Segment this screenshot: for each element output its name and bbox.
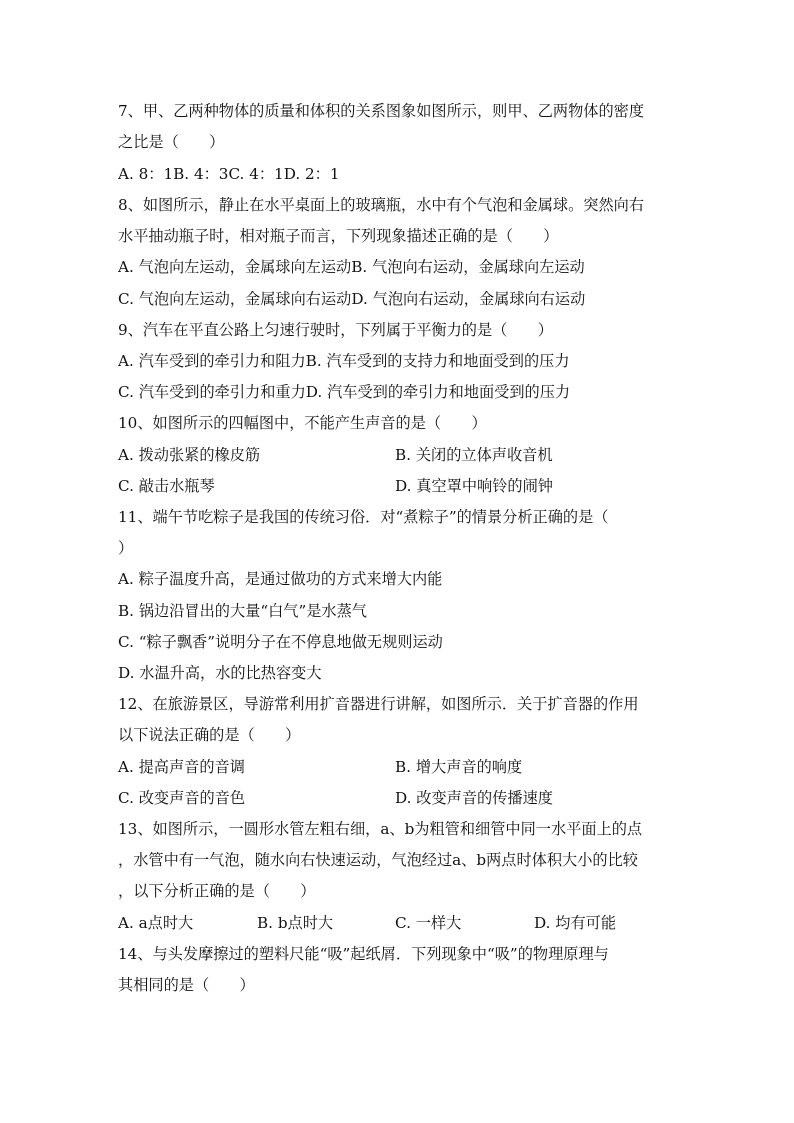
q8-stem-line-1: 8、如图所示，静止在水平桌面上的玻璃瓶，水中有个气泡和金属球。突然向右: [118, 196, 645, 214]
q11-option-d: D. 水温升高，水的比热容变大: [118, 664, 322, 682]
q13-stem-line-1: 13、如图所示，一圆形水管左粗右细，a、b为粗管和细管中同一水平面上的点: [118, 820, 643, 838]
q11-option-c: C. “粽子飘香”说明分子在不停息地做无规则运动: [118, 633, 443, 651]
q12-option-b: B. 增大声音的响度: [395, 758, 523, 776]
q9-options-cd: C. 汽车受到的牵引力和重力D. 汽车受到的牵引力和地面受到的压力: [118, 383, 571, 401]
q10-stem: 10、如图所示的四幅图中，不能产生声音的是（ ）: [118, 414, 487, 432]
q12-option-a: A. 提高声音的音调: [118, 758, 245, 776]
q11-stem-line-1: 11、端午节吃粽子是我国的传统习俗．对“煮粽子”的情景分析正确的是（: [118, 508, 609, 526]
q12-stem-line-1: 12、在旅游景区，导游常利用扩音器进行讲解，如图所示．关于扩音器的作用: [118, 695, 639, 713]
q7-options: A. 8：1B. 4：3C. 4：1D. 2：1: [118, 165, 340, 183]
q11-option-a: A. 粽子温度升高，是通过做功的方式来增大内能: [118, 570, 443, 588]
q14-stem-line-2: 其相同的是（ ）: [118, 976, 255, 994]
q8-options-ab: A. 气泡向左运动，金属球向左运动B. 气泡向右运动，金属球向左运动: [118, 258, 585, 276]
q10-option-c: C. 敲击水瓶琴: [118, 477, 215, 495]
q10-option-a: A. 拨动张紧的橡皮筋: [118, 446, 261, 464]
q8-stem-line-2: 水平抽动瓶子时，相对瓶子而言，下列现象描述正确的是（ ）: [118, 227, 559, 245]
q9-stem: 9、汽车在平直公路上匀速行驶时，下列属于平衡力的是（ ）: [118, 321, 553, 339]
q13-option-c: C. 一样大: [395, 914, 462, 932]
q14-stem-line-1: 14、与头发摩擦过的塑料尺能“吸”起纸屑．下列现象中“吸”的物理原理与: [118, 945, 609, 963]
q13-option-b: B. b点时大: [257, 914, 334, 932]
q7-stem-line-1: 7、甲、乙两种物体的质量和体积的关系图象如图所示，则甲、乙两物体的密度: [118, 102, 645, 120]
q12-stem-line-2: 以下说法正确的是（ ）: [118, 726, 301, 744]
q8-options-cd: C. 气泡向左运动，金属球向右运动D. 气泡向右运动，金属球向右运动: [118, 290, 586, 308]
q7-stem-line-2: 之比是（ ）: [118, 133, 225, 151]
q10-option-b: B. 关闭的立体声收音机: [395, 446, 553, 464]
q13-option-a: A. a点时大: [118, 914, 194, 932]
q13-stem-line-3: ，以下分析正确的是（ ）: [118, 882, 316, 900]
q9-options-ab: A. 汽车受到的牵引力和阻力B. 汽车受到的支持力和地面受到的压力: [118, 352, 570, 370]
q10-option-d: D. 真空罩中响铃的闹钟: [395, 477, 553, 495]
q12-option-d: D. 改变声音的传播速度: [395, 789, 553, 807]
q11-option-b: B. 锅边沿冒出的大量“白气”是水蒸气: [118, 602, 367, 620]
q13-option-d: D. 均有可能: [534, 914, 617, 932]
q13-stem-line-2: ，水管中有一气泡，随水向右快速运动，气泡经过a、b两点时体积大小的比较: [118, 851, 638, 869]
q11-stem-line-2: ）: [118, 539, 134, 557]
q12-option-c: C. 改变声音的音色: [118, 789, 246, 807]
